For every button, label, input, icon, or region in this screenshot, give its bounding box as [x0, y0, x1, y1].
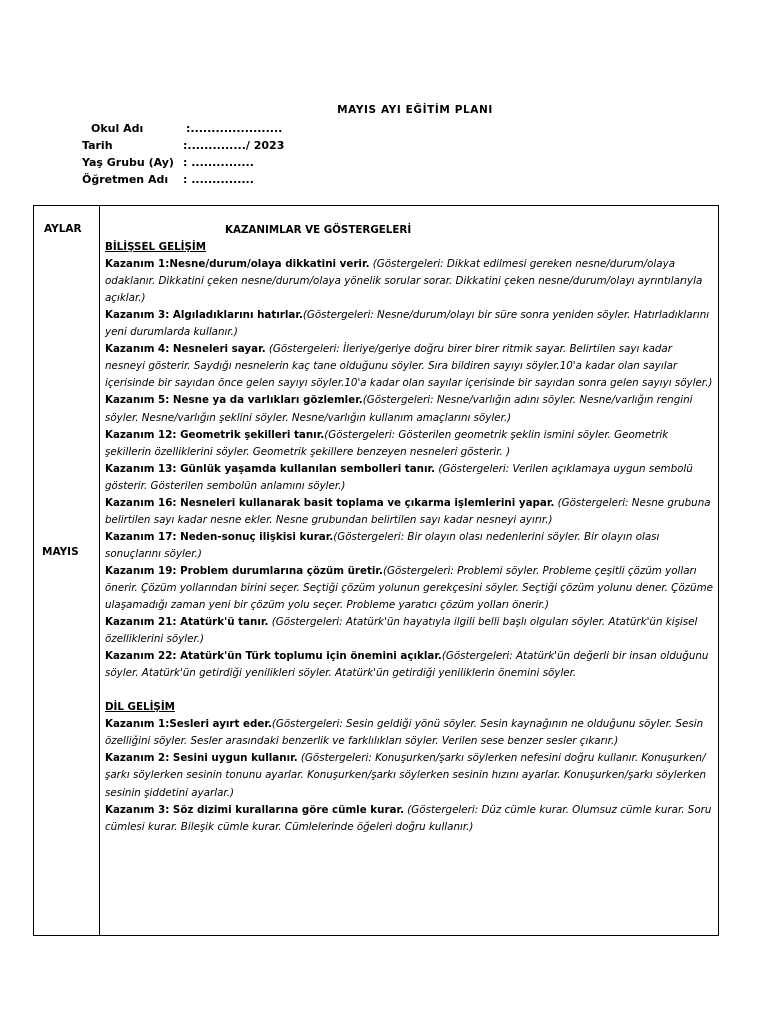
kazanim-label: Kazanım 3: Söz dizimi kurallarına göre cümle kurar.: [105, 803, 405, 816]
kazanim-label: Kazanım 2: Sesini uygun kullanır.: [105, 752, 298, 765]
content-column-header: KAZANIMLAR VE GÖSTERGELERİ: [225, 224, 412, 236]
document-title: MAYIS AYI EĞİTİM PLANI: [337, 104, 493, 116]
gosterge-text: (Göstergeleri: Gösterilen geometrik şeklin ismini söyler. Geometrik şekillerin özelliklerini söyler. Geometrik şekillere benzeyen nesneleri gösterir. ): [105, 428, 669, 458]
gosterge-text: (Göstergeleri: Nesne/durum/olayı bir süre sonra yeniden söyler. Hatırladıklarını yeni durumlarda kullanır.): [105, 309, 710, 339]
section-title-language: DİL GELİŞİM: [105, 701, 175, 714]
kazanim-label: Kazanım 1:Nesne/durum/olaya dikkatini verir.: [105, 258, 370, 271]
kazanim-label: Kazanım 1:Sesleri ayırt eder.: [105, 718, 272, 731]
list-item: [105, 461, 715, 495]
gosterge-text: (Göstergeleri: Konuşurken/şarkı söylerken nefesini doğru kullanır. Konuşurken/şarkı söylerken sesinin tonunu ayarlar. Konuşurken/şarkı söylerken sesinin hızını ayarlar. Konuşurken/şarkı söylerken sesinin şiddetini ayarlar.): [105, 752, 707, 799]
gosterge-text: (Göstergeleri: Dikkat edilmesi gereken nesne/durum/olaya odaklanır. Dikkatini çeken nesne/durum/olaya yönelik sorular sorar. Dikkatini çeken nesne/durum/olayı ayrıntılarıyla açıklar.): [105, 258, 703, 305]
kazanim-label: Kazanım 21: Atatürk'ü tanır.: [105, 616, 269, 629]
gosterge-text: (Göstergeleri: Nesne grubuna belirtilen sayı kadar nesne ekler. Nesne grubundan belirtilen sayı kadar nesneyi ayırır.): [105, 496, 711, 526]
list-item: [105, 256, 715, 307]
list-item: [105, 392, 715, 426]
column-divider: [99, 206, 100, 935]
kazanim-label: Kazanım 16: Nesneleri kullanarak basit toplama ve çıkarma işlemlerini yapar.: [105, 496, 555, 509]
kazanim-label: Kazanım 17: Neden-sonuç ilişkisi kurar.: [105, 530, 334, 543]
list-item: [105, 307, 715, 341]
kazanim-label: Kazanım 19: Problem durumlarına çözüm üretir.: [105, 564, 383, 577]
list-item: [105, 341, 715, 392]
list-item: [105, 614, 715, 648]
list-item: [105, 495, 715, 529]
kazanim-label: Kazanım 5: Nesne ya da varlıkları gözlemler.: [105, 394, 363, 407]
kazanim-label: Kazanım 22: Atatürk'ün Türk toplumu için önemini açıklar.: [105, 650, 442, 663]
section-spacer: [105, 682, 715, 699]
info-value-age-group: : ...............: [183, 156, 254, 169]
info-value-school: :......................: [186, 122, 283, 135]
gosterge-text: (Göstergeleri: Düz cümle kurar. Olumsuz cümle kurar. Soru cümlesi kurar. Bileşik cümle kurar. Cümlelerinde öğeleri doğru kullanır.): [105, 803, 712, 833]
content-cell: [105, 222, 715, 836]
list-item: [105, 750, 715, 801]
info-value-teacher: : ...............: [183, 173, 254, 186]
month-column-header: AYLAR: [44, 223, 82, 235]
gosterge-text: (Göstergeleri: İleriye/geriye doğru birer birer ritmik sayar. Belirtilen sayı kadar nesneyi gösterir. Saydığı nesnelerin kaç tane olduğunu söyler. Sıra bildiren sayıyı söyler.10'a kadar olan sayılar içerisinde bir sayıdan önce gelen sayıyı söyler.10'a kadar olan sayılar içerisinde bir sayıdan sonra gelen sayıyı söyler.): [105, 343, 713, 390]
kazanim-label: Kazanım 4: Nesneleri sayar.: [105, 343, 266, 356]
section-title-cognitive: BİLİŞSEL GELİŞİM: [105, 241, 206, 254]
kazanim-label: Kazanım 3: Algıladıklarını hatırlar.: [105, 309, 303, 322]
list-item: [105, 529, 715, 563]
gosterge-text: (Göstergeleri: Nesne/varlığın adını söyler. Nesne/varlığın rengini söyler. Nesne/varlığın şeklini söyler. Nesne/varlığın kullanım amaçlarını söyler.): [105, 394, 693, 424]
info-label-teacher: Öğretmen Adı: [82, 173, 169, 186]
gosterge-text: (Göstergeleri: Atatürk'ün hayatıyla ilgili belli başlı olguları söyler. Atatürk'ün kişisel özelliklerini söyler.): [105, 616, 698, 646]
list-item: [105, 802, 715, 836]
gosterge-text: (Göstergeleri: Problemi söyler. Probleme çeşitli çözüm yolları önerir. Çözüm yollarından birini seçer. Seçtiği çözüm yolunun gerekçesini söyler. Seçtiği çözüm yolunu dener. Çözüme ulaşamadığı zaman yeni bir çözüm yolu seçer. Probleme yaratıcı çözüm yolları önerir.): [105, 564, 713, 612]
info-label-date: Tarih: [82, 139, 113, 152]
kazanim-label: Kazanım 13: Günlük yaşamda kullanılan sembolleri tanır.: [105, 462, 436, 475]
list-item: [105, 427, 715, 461]
month-cell: MAYIS: [42, 546, 79, 558]
gosterge-text: (Göstergeleri: Atatürk'ün değerli bir insan olduğunu söyler. Atatürk'ün getirdiği yenilikleri söyler. Atatürk'ün getirdiği yeniliklerin önemini söyler.: [105, 650, 709, 680]
plan-table: [33, 205, 719, 936]
list-item: [105, 563, 715, 614]
gosterge-text: (Göstergeleri: Verilen açıklamaya uygun sembolü gösterir. Gösterilen sembolün anlamını söyler.): [105, 462, 693, 492]
list-item: [105, 648, 715, 682]
info-value-date: :............../ 2023: [183, 139, 285, 152]
kazanim-label: Kazanım 12: Geometrik şekilleri tanır.: [105, 428, 325, 441]
gosterge-text: (Göstergeleri: Bir olayın olası nedenlerini söyler. Bir olayın olası sonuçlarını söyler.): [105, 530, 660, 560]
list-item: [105, 716, 715, 750]
info-label-school: Okul Adı: [91, 122, 144, 135]
info-label-age-group: Yaş Grubu (Ay): [82, 156, 174, 169]
gosterge-text: (Göstergeleri: Sesin geldiği yönü söyler. Sesin kaynağının ne olduğunu söyler. Sesin özelliğini söyler. Sesler arasındaki benzerlik ve farklılıkları söyler. Verilen sese benzer sesler çıkarır.): [105, 718, 704, 748]
